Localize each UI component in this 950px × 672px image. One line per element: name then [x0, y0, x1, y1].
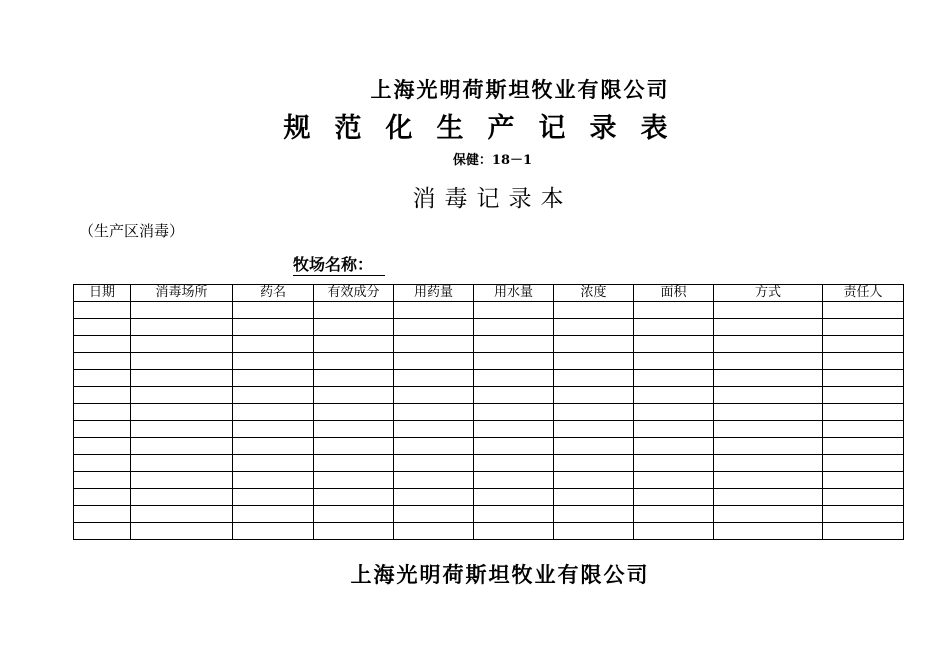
table-cell[interactable] [474, 319, 554, 336]
table-cell[interactable] [394, 404, 474, 421]
table-cell[interactable] [233, 506, 314, 523]
table-cell[interactable] [554, 472, 634, 489]
table-cell[interactable] [74, 455, 131, 472]
table-cell[interactable] [823, 455, 904, 472]
table-cell[interactable] [823, 404, 904, 421]
table-cell[interactable] [554, 319, 634, 336]
table-row [74, 404, 904, 421]
table-cell[interactable] [714, 302, 823, 319]
table-cell[interactable] [131, 353, 233, 370]
table-cell[interactable] [314, 421, 394, 438]
table-cell[interactable] [131, 438, 233, 455]
table-cell[interactable] [233, 302, 314, 319]
table-cell[interactable] [74, 387, 131, 404]
column-header-location: 消毒场所 [131, 285, 233, 302]
table-cell[interactable] [74, 421, 131, 438]
table-cell[interactable] [233, 472, 314, 489]
column-header-responsible-person: 责任人 [823, 285, 904, 302]
table-row [74, 336, 904, 353]
table-cell[interactable] [634, 489, 714, 506]
table-row [74, 387, 904, 404]
table-cell[interactable] [74, 404, 131, 421]
table-cell[interactable] [634, 438, 714, 455]
table-cell[interactable] [314, 438, 394, 455]
table-cell[interactable] [233, 319, 314, 336]
table-row [74, 472, 904, 489]
table-cell[interactable] [634, 404, 714, 421]
column-header-concentration: 浓度 [554, 285, 634, 302]
table-cell[interactable] [394, 506, 474, 523]
table-cell[interactable] [714, 353, 823, 370]
region-note: （生产区消毒） [79, 222, 185, 240]
table-cell[interactable] [474, 387, 554, 404]
table-cell[interactable] [314, 302, 394, 319]
table-cell[interactable] [554, 489, 634, 506]
table-cell[interactable] [554, 387, 634, 404]
table-cell[interactable] [714, 438, 823, 455]
table-cell[interactable] [394, 455, 474, 472]
table-cell[interactable] [474, 302, 554, 319]
table-cell[interactable] [554, 336, 634, 353]
column-header-active-ingredient: 有效成分 [314, 285, 394, 302]
company-name-header: 上海光明荷斯坦牧业有限公司 [370, 77, 670, 102]
table-cell[interactable] [394, 472, 474, 489]
table-cell[interactable] [714, 472, 823, 489]
form-code: 保健：18－1 [452, 153, 533, 168]
table-row [74, 489, 904, 506]
table-cell[interactable] [474, 455, 554, 472]
table-cell[interactable] [233, 421, 314, 438]
table-cell[interactable] [233, 489, 314, 506]
table-cell[interactable] [714, 421, 823, 438]
table-cell[interactable] [554, 302, 634, 319]
table-cell[interactable] [823, 489, 904, 506]
table-cell[interactable] [394, 302, 474, 319]
table-cell[interactable] [634, 455, 714, 472]
table-cell[interactable] [634, 353, 714, 370]
table-cell[interactable] [714, 336, 823, 353]
table-cell[interactable] [394, 489, 474, 506]
table-cell[interactable] [474, 370, 554, 387]
table-cell[interactable] [554, 455, 634, 472]
table-cell[interactable] [634, 523, 714, 540]
table-cell[interactable] [474, 353, 554, 370]
table-cell[interactable] [394, 353, 474, 370]
table-cell[interactable] [233, 438, 314, 455]
column-header-method: 方式 [714, 285, 823, 302]
table-cell[interactable] [314, 489, 394, 506]
table-cell[interactable] [823, 353, 904, 370]
table-row [74, 455, 904, 472]
column-header-area: 面积 [634, 285, 714, 302]
table-cell[interactable] [233, 387, 314, 404]
table-cell[interactable] [74, 438, 131, 455]
table-cell[interactable] [474, 489, 554, 506]
table-cell[interactable] [131, 455, 233, 472]
table-cell[interactable] [554, 421, 634, 438]
table-cell[interactable] [233, 370, 314, 387]
column-header-water-amount: 用水量 [474, 285, 554, 302]
table-cell[interactable] [74, 489, 131, 506]
table-cell[interactable] [714, 455, 823, 472]
table-cell[interactable] [394, 370, 474, 387]
table-cell[interactable] [634, 472, 714, 489]
table-cell[interactable] [74, 506, 131, 523]
table-cell[interactable] [474, 438, 554, 455]
table-cell[interactable] [314, 404, 394, 421]
table-row [74, 353, 904, 370]
table-cell[interactable] [634, 336, 714, 353]
table-cell[interactable] [714, 506, 823, 523]
table-cell[interactable] [474, 421, 554, 438]
table-cell[interactable] [823, 506, 904, 523]
table-cell[interactable] [474, 472, 554, 489]
table-cell[interactable] [823, 523, 904, 540]
table-row [74, 319, 904, 336]
table-cell[interactable] [634, 506, 714, 523]
table-cell[interactable] [554, 404, 634, 421]
table-cell[interactable] [823, 387, 904, 404]
form-main-title: 规范化生产记录表 [283, 113, 692, 144]
table-cell[interactable] [314, 387, 394, 404]
table-cell[interactable] [714, 404, 823, 421]
table-cell[interactable] [823, 319, 904, 336]
table-cell[interactable] [474, 506, 554, 523]
table-cell[interactable] [394, 319, 474, 336]
table-cell[interactable] [554, 438, 634, 455]
table-cell[interactable] [823, 302, 904, 319]
table-cell[interactable] [394, 523, 474, 540]
column-header-date: 日期 [74, 285, 131, 302]
disinfection-record-table [73, 284, 904, 540]
table-cell[interactable] [74, 302, 131, 319]
table-cell[interactable] [233, 455, 314, 472]
table-row [74, 302, 904, 319]
table-header-row [74, 285, 904, 302]
table-cell[interactable] [634, 387, 714, 404]
table-cell[interactable] [714, 370, 823, 387]
farm-name-label: 牧场名称： [293, 255, 385, 276]
table-cell[interactable] [233, 353, 314, 370]
table-cell[interactable] [131, 404, 233, 421]
table-cell[interactable] [74, 523, 131, 540]
table-cell[interactable] [131, 472, 233, 489]
table-cell[interactable] [131, 302, 233, 319]
table-cell[interactable] [394, 438, 474, 455]
table-cell[interactable] [233, 404, 314, 421]
table-cell[interactable] [394, 421, 474, 438]
column-header-dosage: 用药量 [394, 285, 474, 302]
table-cell[interactable] [131, 370, 233, 387]
table-body [74, 302, 904, 540]
table-cell[interactable] [314, 336, 394, 353]
table-cell[interactable] [474, 523, 554, 540]
table-cell[interactable] [823, 438, 904, 455]
table-cell[interactable] [714, 523, 823, 540]
table-cell[interactable] [554, 523, 634, 540]
table-cell[interactable] [74, 472, 131, 489]
table-cell[interactable] [474, 404, 554, 421]
table-cell[interactable] [74, 319, 131, 336]
table-cell[interactable] [634, 370, 714, 387]
table-cell[interactable] [74, 353, 131, 370]
table-row [74, 506, 904, 523]
table-cell[interactable] [314, 472, 394, 489]
company-name-footer: 上海光明荷斯坦牧业有限公司 [350, 562, 650, 587]
table-cell[interactable] [823, 421, 904, 438]
table-cell[interactable] [714, 319, 823, 336]
table-cell[interactable] [394, 387, 474, 404]
table-cell[interactable] [74, 370, 131, 387]
table-cell[interactable] [394, 336, 474, 353]
table-row [74, 370, 904, 387]
table-cell[interactable] [131, 336, 233, 353]
table-cell[interactable] [634, 421, 714, 438]
table-cell[interactable] [314, 455, 394, 472]
column-header-drug-name: 药名 [233, 285, 314, 302]
table-cell[interactable] [74, 336, 131, 353]
table-cell[interactable] [314, 523, 394, 540]
table-cell[interactable] [314, 319, 394, 336]
table-cell[interactable] [131, 387, 233, 404]
table-cell[interactable] [233, 336, 314, 353]
table-cell[interactable] [131, 421, 233, 438]
table-cell[interactable] [314, 506, 394, 523]
table-cell[interactable] [823, 472, 904, 489]
table-cell[interactable] [314, 370, 394, 387]
table-cell[interactable] [634, 302, 714, 319]
table-cell[interactable] [714, 489, 823, 506]
table-cell[interactable] [131, 523, 233, 540]
table-cell[interactable] [634, 319, 714, 336]
table-row [74, 421, 904, 438]
table-cell[interactable] [554, 370, 634, 387]
table-cell[interactable] [233, 523, 314, 540]
table-cell[interactable] [714, 387, 823, 404]
record-book-title: 消毒记录本 [412, 186, 573, 212]
table-cell[interactable] [554, 353, 634, 370]
table-cell[interactable] [554, 506, 634, 523]
table-cell[interactable] [823, 370, 904, 387]
table-cell[interactable] [474, 336, 554, 353]
table-cell[interactable] [131, 506, 233, 523]
table-cell[interactable] [131, 489, 233, 506]
table-cell[interactable] [314, 353, 394, 370]
table-row [74, 523, 904, 540]
table-cell[interactable] [823, 336, 904, 353]
table-cell[interactable] [131, 319, 233, 336]
table-row [74, 438, 904, 455]
